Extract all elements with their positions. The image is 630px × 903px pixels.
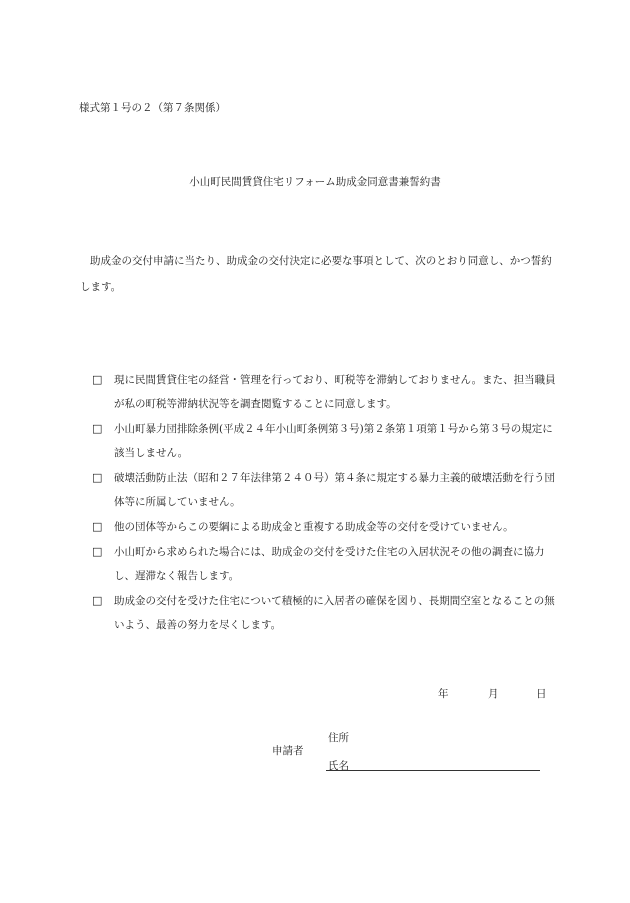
checkbox-icon: □ — [92, 520, 103, 533]
checkbox-icon: □ — [92, 594, 103, 607]
name-label: 氏名 — [328, 760, 349, 772]
document-title: 小山町民間賃貸住宅リフォーム助成金同意書兼誓約書 — [189, 176, 441, 188]
checkbox-icon: □ — [92, 422, 103, 435]
list-item — [92, 466, 562, 514]
checkbox-icon: □ — [92, 545, 103, 558]
list-item — [92, 368, 562, 416]
consent-item-list — [92, 368, 562, 638]
date-day-label: 日 — [536, 688, 547, 700]
name-signature-line — [326, 770, 540, 771]
date-month-label: 月 — [488, 688, 499, 700]
applicant-label: 申請者 — [272, 745, 304, 757]
item-text: 小山町暴力団排除条例(平成２４年小山町条例第３号)第２条第１項第１号から第３号の規定に該当しません。 — [114, 423, 553, 459]
item-text: 他の団体等からこの要綱による助成金と重複する助成金等の交付を受けていません。 — [114, 521, 514, 533]
item-text: 助成金の交付を受けた住宅について積極的に入居者の確保を図り、長期間空室となることの無いよう、最善の努力を尽くします。 — [114, 595, 555, 631]
intro-paragraph: 助成金の交付申請に当たり、助成金の交付決定に必要な事項として、次のとおり同意し、かつ誓約します。 — [80, 255, 552, 293]
list-item — [92, 540, 562, 588]
date-row — [438, 686, 547, 701]
item-text: 小山町から求められた場合には、助成金の交付を受けた住宅の入居状況その他の調査に協力し、遅滞なく報告します。 — [114, 546, 545, 582]
form-number: 様式第１号の２（第７条関係） — [79, 102, 226, 114]
address-label: 住所 — [328, 732, 349, 744]
item-text: 破壊活動防止法（昭和２７年法律第２４０号）第４条に規定する暴力主義的破壊活動を行う団体等に所属していません。 — [114, 472, 555, 508]
checkbox-icon: □ — [92, 373, 103, 386]
list-item — [92, 515, 562, 539]
list-item — [92, 417, 562, 465]
item-text: 現に民間賃貸住宅の経営・管理を行っており、町税等を滞納しておりません。また、担当職員が私の町税等滞納状況等を調査閲覧することに同意します。 — [114, 374, 556, 410]
list-item — [92, 589, 562, 637]
date-year-label: 年 — [438, 688, 449, 700]
checkbox-icon: □ — [92, 471, 103, 484]
